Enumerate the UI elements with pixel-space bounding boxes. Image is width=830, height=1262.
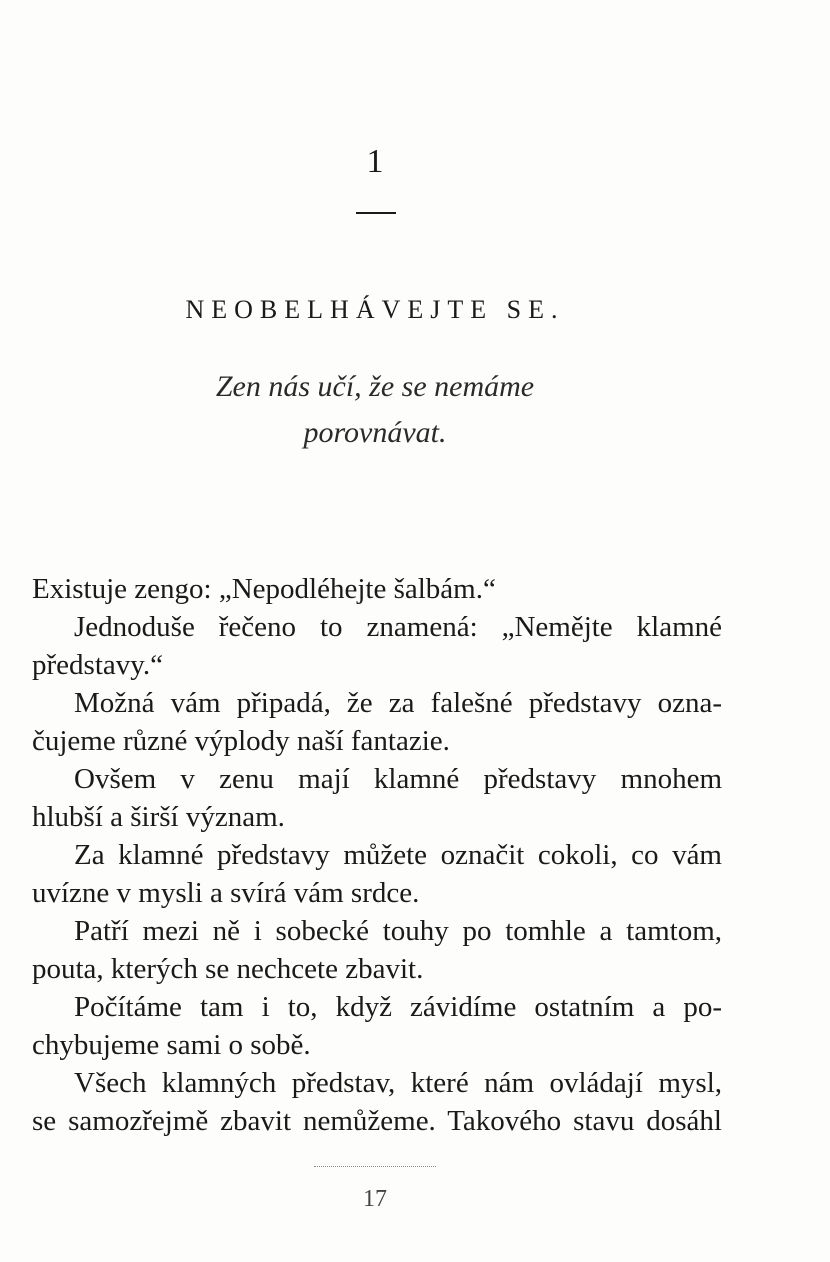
- body-line: uvízne v mysli a svírá vám srdce.: [32, 877, 420, 909]
- body-line: Všech klamných představ, které nám ovládají mysl,: [74, 1067, 722, 1099]
- epigraph-line: porovnávat.: [303, 416, 447, 449]
- page-number: 17: [363, 1186, 387, 1212]
- footer-divider: [314, 1166, 436, 1167]
- epigraph-line: Zen nás učí, že se nemáme: [215, 370, 535, 403]
- body-line: Za klamné představy můžete označit cokoli, co vám: [74, 839, 722, 871]
- body-line: Existuje zengo: „Nepodléhejte šalbám.“: [32, 573, 496, 605]
- body-line: hlubší a širší význam.: [32, 801, 285, 833]
- body-line: Patří mezi ně i sobecké touhy po tomhle a tamtom,: [74, 915, 722, 947]
- body-line: chybujeme sami o sobě.: [32, 1029, 311, 1061]
- body-line: Ovšem v zenu mají klamné představy mnohem: [74, 763, 722, 795]
- body-line: pouta, kterých se nechcete zbavit.: [32, 953, 424, 985]
- body-line: čujeme různé výplody naší fantazie.: [32, 725, 450, 757]
- body-line: Možná vám připadá, že za falešné představy ozna-: [74, 687, 722, 719]
- chapter-number: 1: [366, 143, 384, 180]
- chapter-title: NEOBELHÁVEJTE SE.: [185, 295, 565, 324]
- body-line: představy.“: [32, 649, 163, 681]
- body-text: [32, 570, 722, 1140]
- chapter-divider: [356, 212, 396, 214]
- body-line: Jednoduše řečeno to znamená: „Nemějte klamné: [74, 611, 722, 643]
- body-line: se samozřejmě zbavit nemůžeme. Takového stavu dosáhl: [32, 1105, 722, 1137]
- body-line: Počítáme tam i to, když závidíme ostatním a po-: [74, 991, 722, 1023]
- chapter-epigraph: [0, 364, 750, 456]
